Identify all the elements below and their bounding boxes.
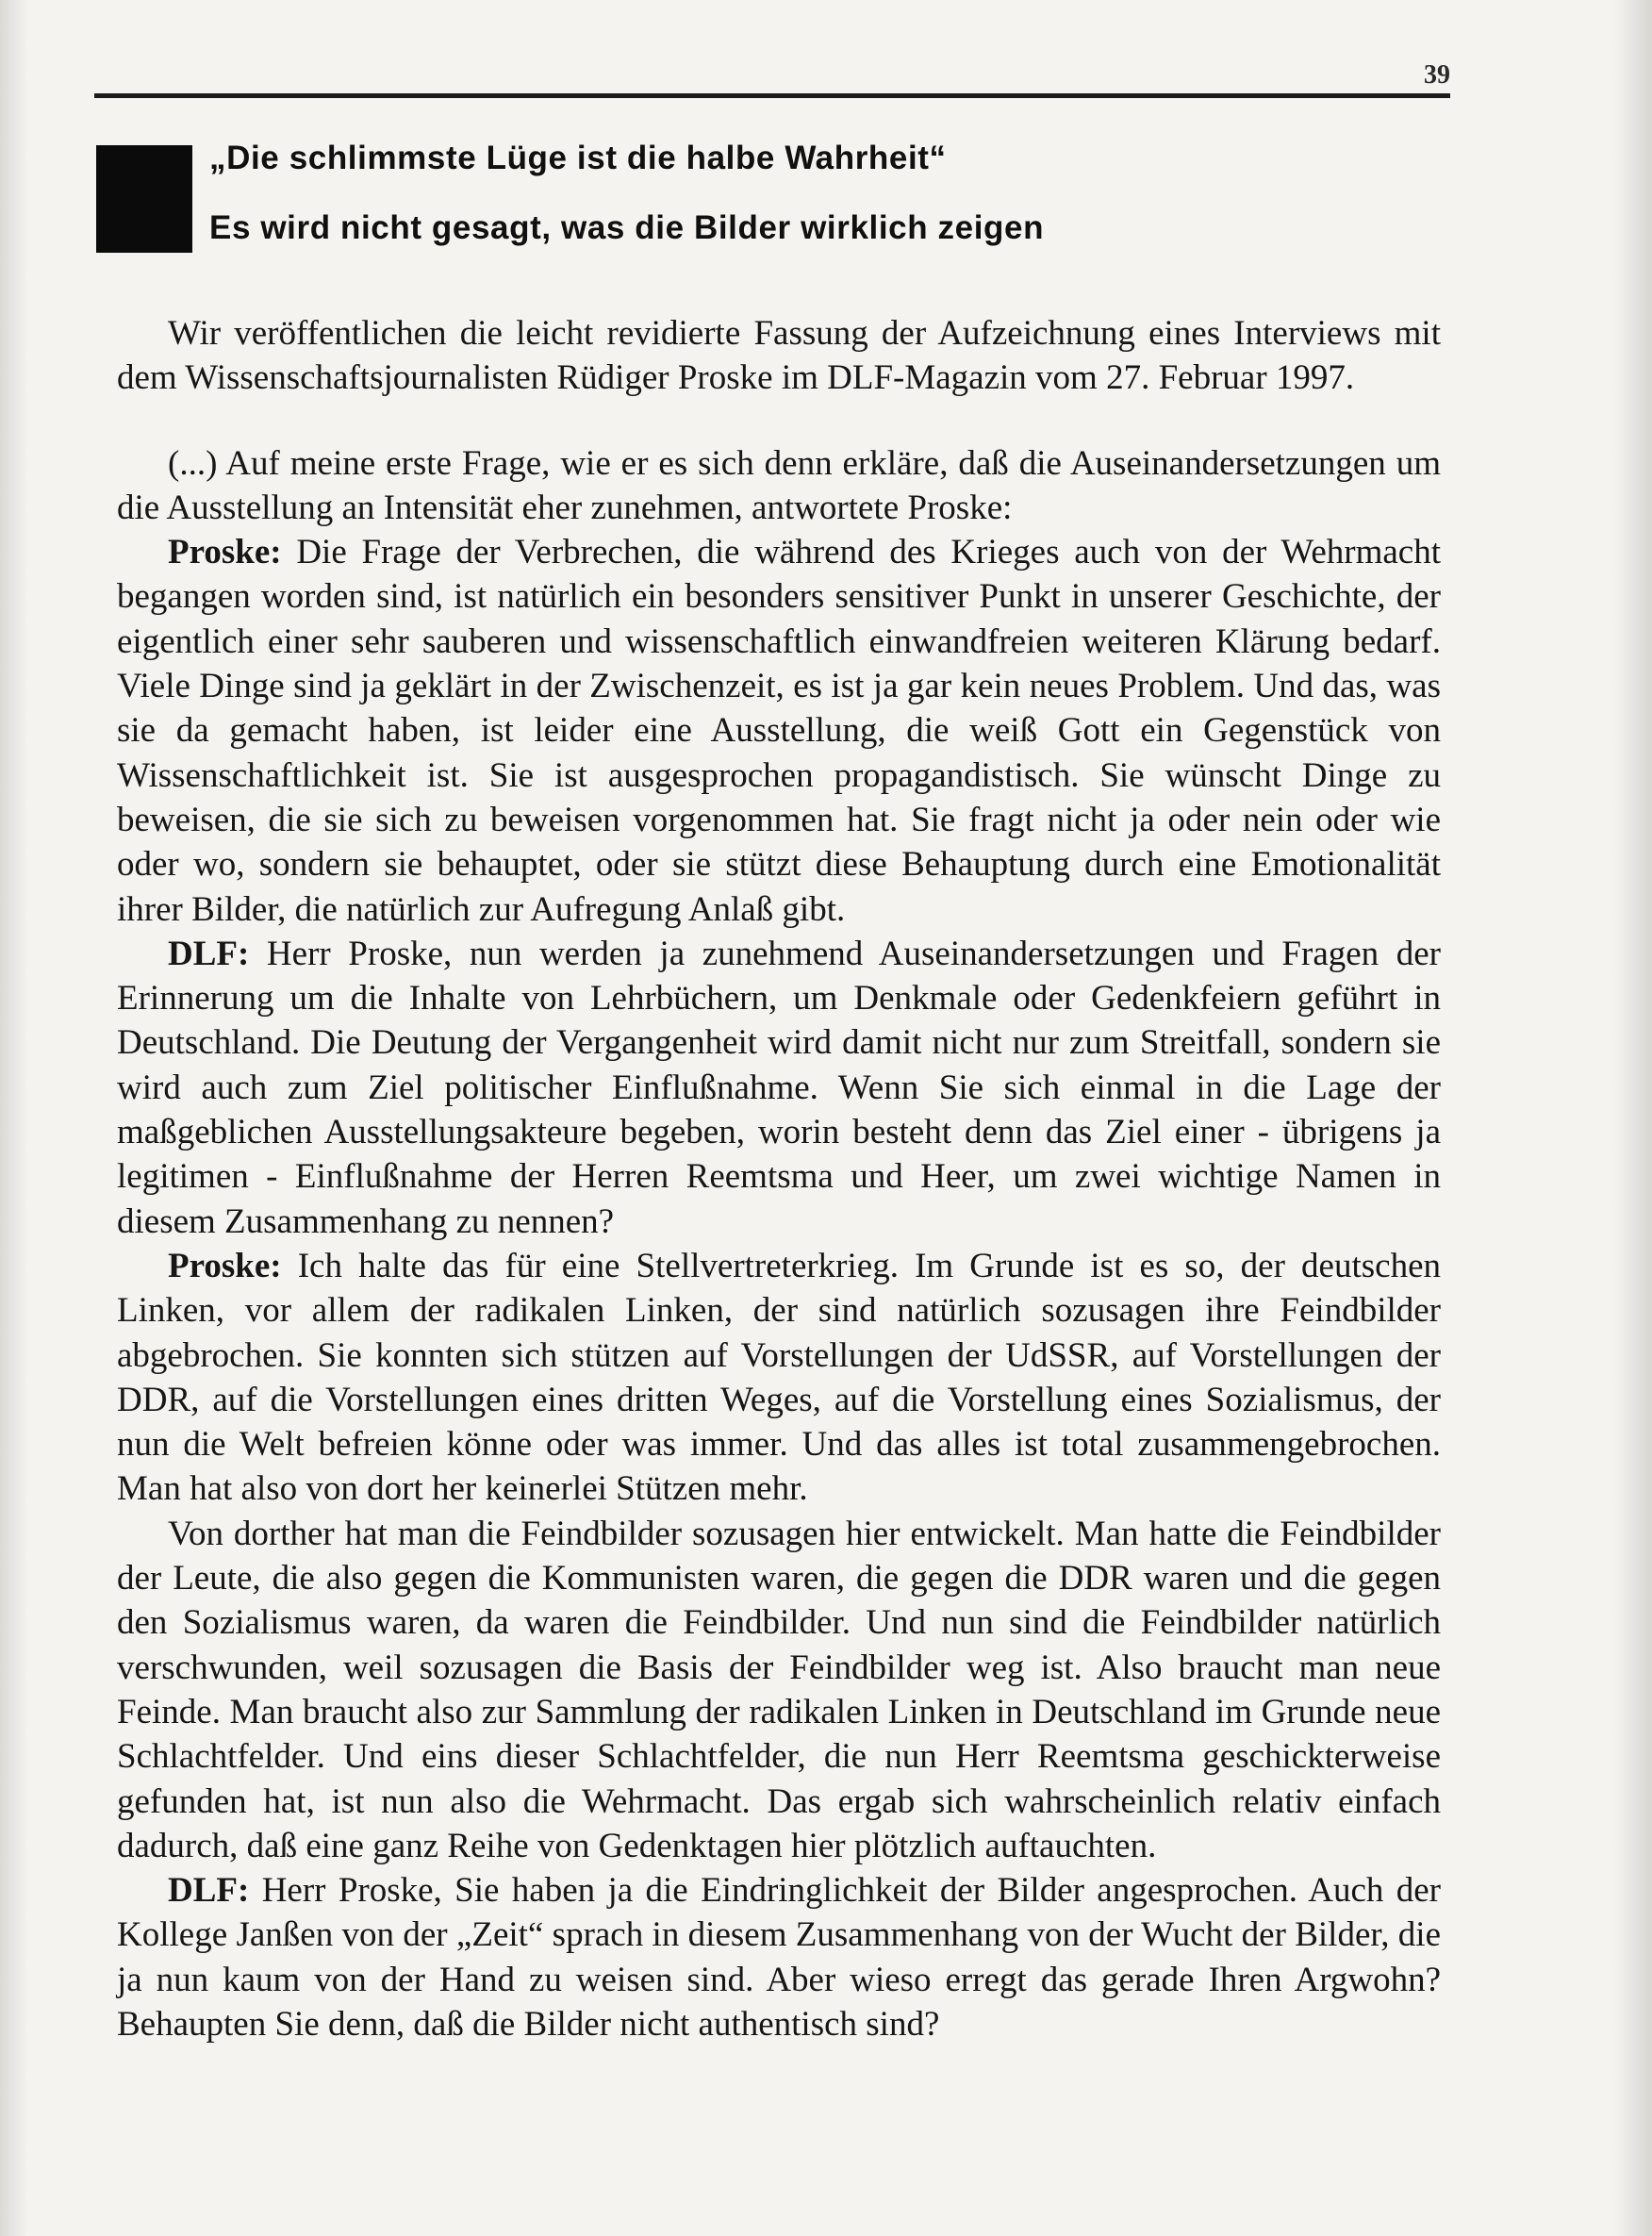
article-body — [117, 311, 1441, 2046]
paragraph-text: (...) Auf meine erste Frage, wie er es sich denn erkläre, daß die Auseinandersetzungen um die Ausstellung an Intensität eher zunehmen, antwortete Proske: — [117, 443, 1441, 527]
intro-paragraph: Wir veröffentlichen die leicht revidierte Fassung der Aufzeichnung eines Interviews mit dem Wissenschaftsjournalisten Rüdiger Proske im DLF-Magazin vom 27. Februar 1997. — [117, 314, 1441, 398]
paragraph-text: Von dorther hat man die Feindbilder sozusagen hier entwickelt. Man hatte die Feindbilder der Leute, die also gegen die Kommunisten waren, die gegen die DDR waren und die gegen den Sozialismus waren, da waren die Feindbilder. Und nun sind die Feindbilder natürlich verschwunden, weil sozusagen die Basis der Feindbilder weg ist. Also braucht man neue Feinde. Man braucht also zur Sammlung der radikalen Linken in Deutschland im Grunde neue Schlachtfelder. Und eins dieser Schlachtfelder, die nun Herr Reemtsma geschickterweise gefunden hat, ist nun also die Wehrmacht. Das ergab sich wahrscheinlich relativ einfach dadurch, daß eine ganz Reihe von Gedenktagen hier plötzlich auftauchten. — [117, 1514, 1441, 1865]
speaker-label: Proske: — [168, 533, 282, 572]
body-paragraph — [117, 530, 1441, 932]
scan-edge-right — [1614, 0, 1652, 2236]
article-subheadline: Es wird nicht gesagt, was die Bilder wirklich zeigen — [209, 209, 1045, 246]
scan-edge-left — [0, 0, 28, 2236]
paragraph-text: Herr Proske, nun werden ja zunehmend Auseinandersetzungen und Fragen der Erinnerung um die Inhalte von Lehrbüchern, um Denkmale oder Gedenkfeiern geführt in Deutschland. Die Deutung der Vergangenheit wird damit nicht nur zum Streitfall, sondern sie wird auch zum Ziel politischer Einflußnahme. Wenn Sie sich einmal in die Lage der maßgeblichen Ausstellungsakteure begeben, worin besteht denn das Ziel einer - übrigens ja legitimen - Einflußnahme der Herren Reemtsma und Heer, um zwei wichtige Namen in diesem Zusammenhang zu nennen? — [117, 934, 1441, 1241]
speaker-label: DLF: — [168, 1871, 250, 1911]
body-paragraph — [117, 441, 1441, 531]
article-headline: „Die schlimmste Lüge ist die halbe Wahrheit“ — [209, 140, 947, 176]
paragraph-text: Die Frage der Verbrechen, die während des Krieges auch von der Wehrmacht begangen worden sind, ist natürlich ein besonders sensitiver Punkt in unserer Geschichte, der eigentlich einer sehr sauberen und wissenschaftlich einwandfreien weiteren Klärung bedarf. Viele Dinge sind ja geklärt in der Zwischenzeit, es ist ja gar kein neues Problem. Und das, was sie da gemacht haben, ist leider eine Ausstellung, die weiß Gott ein Gegenstück von Wissenschaftlichkeit ist. Sie ist ausgesprochen propagandistisch. Sie wünscht Dinge zu beweisen, die sie sich zu beweisen vorgenommen hat. Sie fragt nicht ja oder nein oder wie oder wo, sondern sie behauptet, oder sie stützt diese Behauptung durch eine Emotionalität ihrer Bilder, die natürlich zur Aufregung Anlaß gibt. — [117, 533, 1441, 929]
paragraph-text: Herr Proske, Sie haben ja die Eindringlichkeit der Bilder angesprochen. Auch der Kollege Janßen von der „Zeit“ sprach in diesem Zusammenhang von der Wucht der Bilder, die ja nun kaum von der Hand zu weisen sind. Aber wieso erregt das gerade Ihren Argwohn? Behaupten Sie denn, daß die Bilder nicht authentisch sind? — [117, 1871, 1442, 2044]
body-paragraph — [117, 1868, 1441, 2046]
body-paragraph — [117, 932, 1441, 1244]
section-marker-block — [96, 145, 192, 253]
speaker-label: DLF: — [168, 934, 250, 973]
body-paragraph — [117, 1244, 1441, 1512]
header-rule — [94, 93, 1450, 98]
body-paragraph — [117, 1512, 1441, 1868]
page-number: 39 — [1424, 60, 1450, 90]
paragraph-text: Ich halte das für eine Stellvertreterkrieg. Im Grunde ist es so, der deutschen Linken, vor allem der radikalen Linken, der sind natürlich sozusagen ihre Feindbilder abgebrochen. Sie konnten sich stützen auf Vorstellungen der UdSSR, auf Vorstellungen der DDR, auf die Vorstellungen eines dritten Weges, auf die Vorstellung eines Sozialismus, der nun die Welt befreien könne oder was immer. Und das alles ist total zusammengebrochen. Man hat also von dort her keinerlei Stützen mehr. — [117, 1246, 1441, 1509]
speaker-label: Proske: — [168, 1246, 282, 1285]
